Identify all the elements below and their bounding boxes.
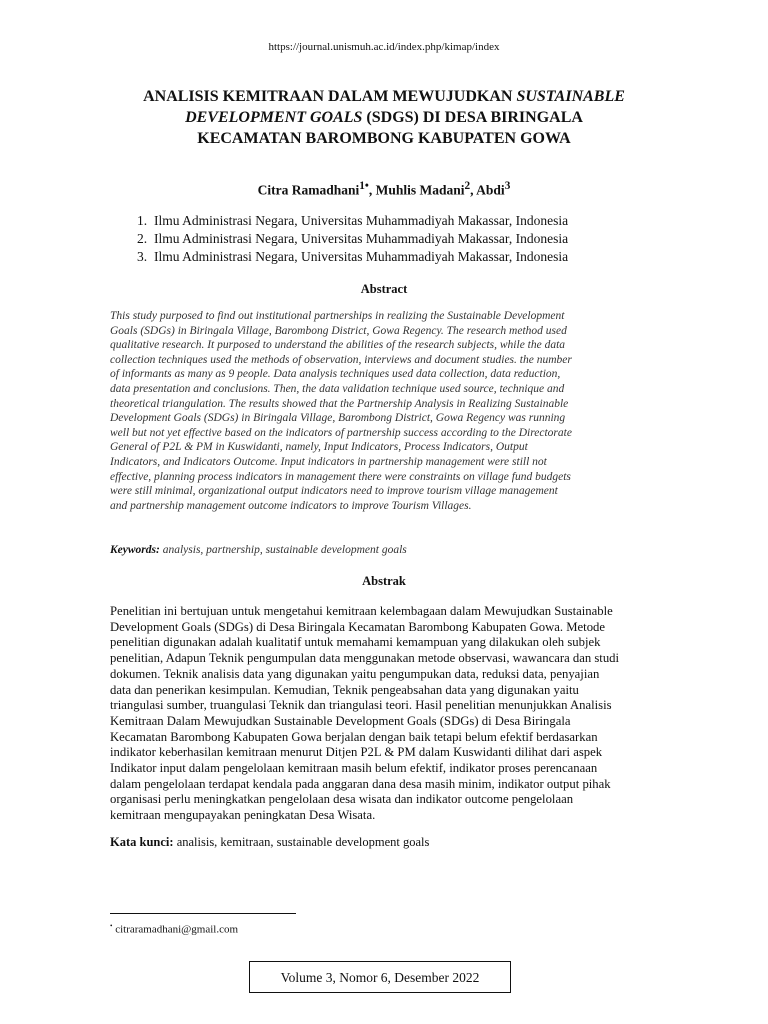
abstract-line: qualitative research. It purposed to understand the abilities of the research subjects, while the data bbox=[110, 339, 566, 352]
abstrak-line: indikator keberhasilan kemitraan menurut Ditjen P2L & PM dalam Kuswidanti dilihat dari aspek bbox=[110, 745, 603, 760]
abstract-line: and partnership management outcome indicators to improve Tourism Villages. bbox=[110, 499, 472, 512]
abstract-line: of informants as many as 9 people. Data analysis techniques used data collection, data reduction, bbox=[110, 368, 561, 381]
abstrak-line: penelitian, Adapun Teknik pengumpulan data menggunakan metode observasi, wawancara dan studi bbox=[110, 651, 620, 666]
abstract-line: theoretical triangulation. The results showed that the Partnership Analysis in Realizing Sustainable bbox=[110, 397, 569, 410]
author-mark: 2 bbox=[464, 180, 471, 192]
abstract-line: well but not yet effective based on the indicators of partnership success according to the Directorate bbox=[110, 426, 572, 439]
title-line-3: KECAMATAN BAROMBONG KABUPATEN GOWA bbox=[197, 130, 571, 147]
abstract-line: Goals (SDGs) in Biringala Village, Barombong District, Gowa Regency. The research method used bbox=[110, 324, 567, 337]
keywords bbox=[110, 544, 670, 556]
keywords-value: analysis, partnership, sustainable development goals bbox=[159, 544, 407, 556]
volume-info: Volume 3, Nomor 6, Desember 2022 bbox=[249, 961, 511, 993]
abstract-line: General of P2L & PM in Kuswidanti, namely, Input Indicators, Process Indicators, Output bbox=[110, 441, 528, 454]
paper-title bbox=[90, 86, 678, 149]
author-list: Citra Ramadhani$^{1•}$, Muhlis Madani$^2$, Abdi$^3$ bbox=[257, 180, 511, 198]
abstrak-line: kemitraan mengupayakan peningkatan Desa Wisata. bbox=[110, 808, 376, 823]
affiliation-list bbox=[137, 212, 697, 266]
keywords-label: Keywords: bbox=[110, 544, 160, 556]
abstrak-line: dokumen. Teknik analisis data yang digunakan yaitu pengumpukan data, reduksi data, penyajian bbox=[110, 666, 600, 681]
abstrak-line: triangulasi sumber, truangulasi Teknik dan triangulasi teori. Hasil penelitian menunjukkan Analisis bbox=[110, 698, 612, 713]
journal-url: https://journal.unismuh.ac.id/index.php/kimap/index bbox=[268, 41, 500, 53]
abstract-line: were still minimal, organizational output indicators need to improve tourism village management bbox=[110, 485, 558, 498]
abstract-line: Development Goals (SDGs) in Biringala Village, Barombong District, Gowa Regency was running bbox=[110, 412, 566, 425]
abstrak-line: Development Goals (SDGs) di Desa Biringala Kecamatan Barombong Kabupaten Gowa. Metode bbox=[110, 619, 606, 634]
affiliation-item: 1. Ilmu Administrasi Negara, Universitas Muhammadiyah Makassar, Indonesia bbox=[137, 213, 569, 228]
abstract-line: This study purposed to find out institutional partnerships in realizing the Sustainable Development bbox=[110, 310, 565, 322]
abstract-line: data presentation and conclusions. Then, the data validation technique used source, technique and bbox=[110, 382, 565, 395]
abstract-line: effective, planning process indicators in management there were constraints on village fund budgets bbox=[110, 470, 571, 483]
footnote-email: citraramadhani@gmail.com bbox=[112, 923, 239, 936]
affiliation-item: 2. Ilmu Administrasi Negara, Universitas Muhammadiyah Makassar, Indonesia bbox=[137, 231, 569, 246]
footnote bbox=[110, 922, 238, 936]
kata-kunci-label: Kata kunci: bbox=[110, 835, 174, 849]
title-line-2: DEVELOPMENT GOALS (SDGS) DI DESA BIRINGALA bbox=[185, 109, 583, 126]
footnote-mark: • bbox=[110, 922, 113, 930]
abstrak-line: penelitian digunakan adalah kualitatif untuk memahami kemampuan yang dilakukan oleh subjek bbox=[110, 635, 601, 650]
title-line-1: ANALISIS KEMITRAAN DALAM MEWUJUDKAN SUSTAINABLE bbox=[143, 88, 625, 105]
abstrak-text bbox=[110, 604, 658, 824]
author-mark: 3 bbox=[504, 180, 511, 192]
abstract-line: Indicators, and Indicators Outcome. Input indicators in partnership management were still not bbox=[110, 455, 547, 468]
abstrak-line: Kecamatan Barombong Kabupaten Gowa berjalan dengan baik tetapi belum efektif berdasarkan bbox=[110, 729, 598, 744]
abstrak-line: data dan penerikan kesimpulan. Kemudian, Teknik pengeabsahan data yang digunakan yaitu bbox=[110, 682, 579, 697]
abstract-text bbox=[110, 309, 658, 513]
affiliation-item: 3. Ilmu Administrasi Negara, Universitas Muhammadiyah Makassar, Indonesia bbox=[137, 249, 569, 264]
abstrak-line: organisasi perlu meningkatkan pengelolaan desa wisata dan indikator outcome pengelolaan bbox=[110, 792, 574, 807]
abstract-heading: Abstract bbox=[360, 282, 408, 296]
abstrak-line: Kemitraan Dalam Mewujudkan Sustainable Development Goals (SDGs) di Desa Biringala bbox=[110, 713, 571, 728]
author-name: Abdi bbox=[476, 182, 505, 198]
footnote-divider bbox=[110, 913, 296, 914]
kata-kunci bbox=[110, 835, 670, 850]
author-name: Muhlis Madani bbox=[375, 182, 465, 198]
author-mark: 1• bbox=[359, 180, 369, 192]
abstrak-line: dalam pengelolaan terdapat kendala pada anggaran dana desa masih minim, indikator output pihak bbox=[110, 776, 611, 791]
author-name: Citra Ramadhani bbox=[257, 182, 360, 198]
kata-kunci-value: analisis, kemitraan, sustainable development goals bbox=[173, 835, 430, 849]
abstrak-line: Penelitian ini bertujuan untuk mengetahui kemitraan kelembagaan dalam Mewujudkan Sustainable bbox=[110, 604, 613, 618]
abstract-line: collection techniques used the methods of observation, interviews and document studies. the number bbox=[110, 353, 572, 366]
abstrak-heading: Abstrak bbox=[362, 574, 406, 588]
abstrak-line: Indikator input dalam pengelolaan kemitraan masih belum efektif, indikator proses perencanaan bbox=[110, 761, 598, 776]
